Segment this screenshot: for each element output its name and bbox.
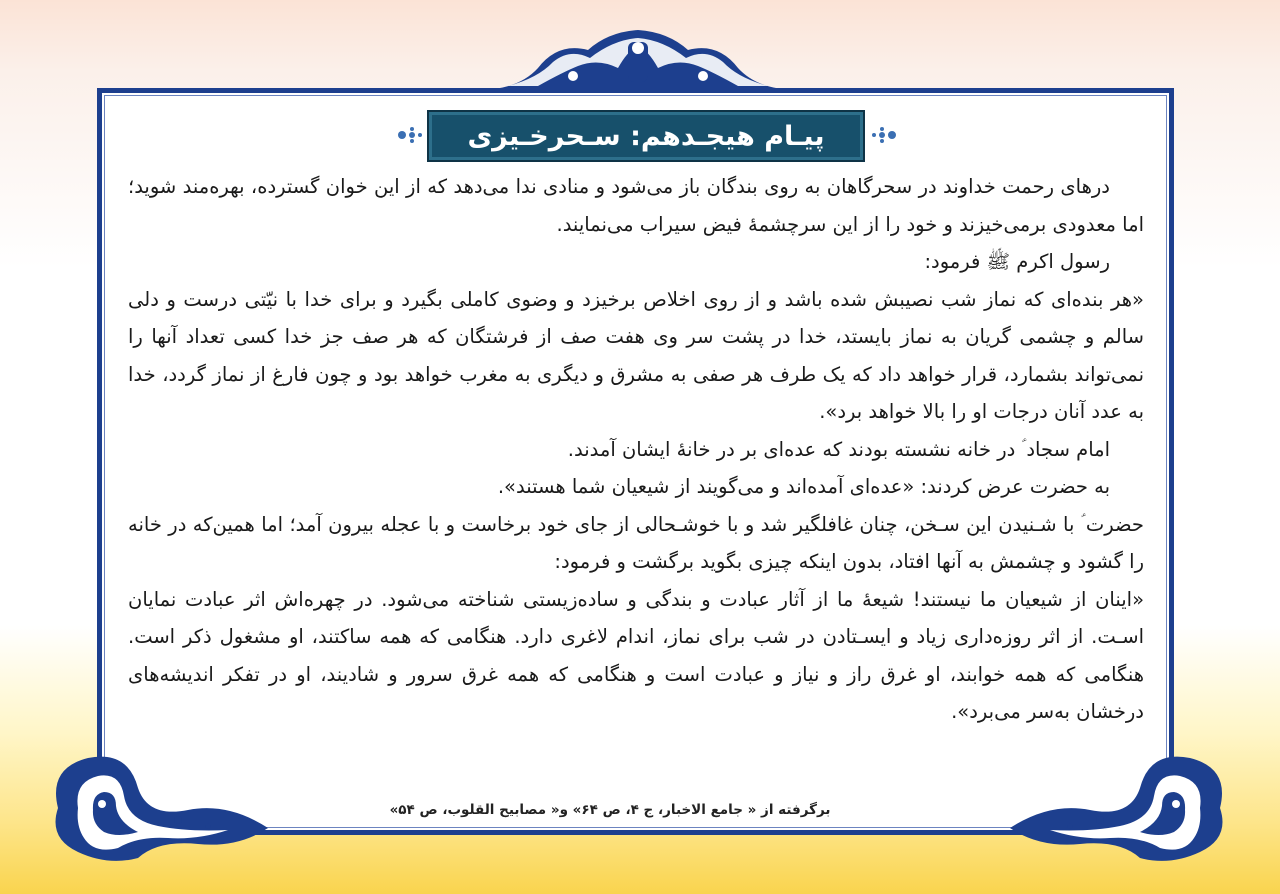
title-banner (427, 110, 865, 162)
page-title: پیـام هیجـدهم: سـحرخـیزی (467, 120, 825, 152)
paragraph: حضرت ؑ با شـنیدن این سـخن، چنان غافلگیر شد و با خوشـحالی از جای خود برخاست و با عجله بیرون آمد؛ اما همین‌که در خانه را گشود و چشمش به آنها افتاد، بدون اینکه چیزی بگوید برگشت و فرمود: (128, 512, 1144, 573)
paragraph: «اینان از شیعیان ما نیستند! شیعهٔ ما از آثار عبادت و بندگی و ساده‌زیستی شناخته می‌شود. در چهره‌اش اثر عبادت نمایان اسـت. از اثر روزه‌داری زیاد و ایسـتادن در شب برای نماز، اندام لاغری دارد. هنگامی که همه ساکتند، او مشغول ذکر است. هنگامی که همه خوابند، او غرق راز و نیاز و عبادت است و هنگامی که همه غرق سرور و شادیند، او در تفکر اندیشه‌های درخشان به‌سر می‌برد». (128, 587, 1144, 723)
article-body (128, 168, 1144, 731)
title-right-ornament-icon (870, 125, 898, 145)
paragraph: درهای رحمت خداوند در سحرگاهان به روی بندگان باز می‌شود و منادی ندا می‌دهد که از این خوان گسترده، بهره‌مند شوید؛ اما معدودی برمی‌خیزند و خود را از این سرچشمهٔ فیض سیراب می‌نمایند. (128, 175, 1144, 236)
bottom-right-ornament (990, 748, 1240, 868)
title-left-ornament-icon (396, 125, 424, 145)
source-citation: برگرفته از « جامع الاخبار، ج ۴، ص ۶۴» و« مصابیح القلوب، ص ۵۴» (389, 802, 831, 818)
bottom-left-ornament (38, 748, 288, 868)
paragraph: به حضرت عرض کردند: «عده‌ای آمده‌اند و می‌گویند از شیعیان شما هستند». (497, 475, 1110, 498)
paragraph: امام سجاد ؑ در خانه نشسته بودند که عده‌ای بر در خانهٔ ایشان آمدند. (567, 437, 1110, 461)
paragraph: رسول اکرم ﷺ فرمود: (924, 250, 1110, 273)
paragraph: «هر بنده‌ای که نماز شب نصیبش شده باشد و از روی اخلاص برخیزد و وضوی کاملی بگیرد و برای خدا با نیّتی درست و دلی سالم و چشمی گریان به نماز بایستد، خدا در پشت سر وی هفت صف از فرشتگان که هر صف جز خدا کسی تعداد آنها را نمی‌تواند بشمارد، قرار خواهد داد که یک طرف هر صفی به مشرق و دیگری به مغرب خواهد بود و چون فارغ از نماز گردد، خدا به عدد آنان درجات او را بالا خواهد برد». (128, 287, 1144, 423)
top-ornament (478, 28, 798, 92)
